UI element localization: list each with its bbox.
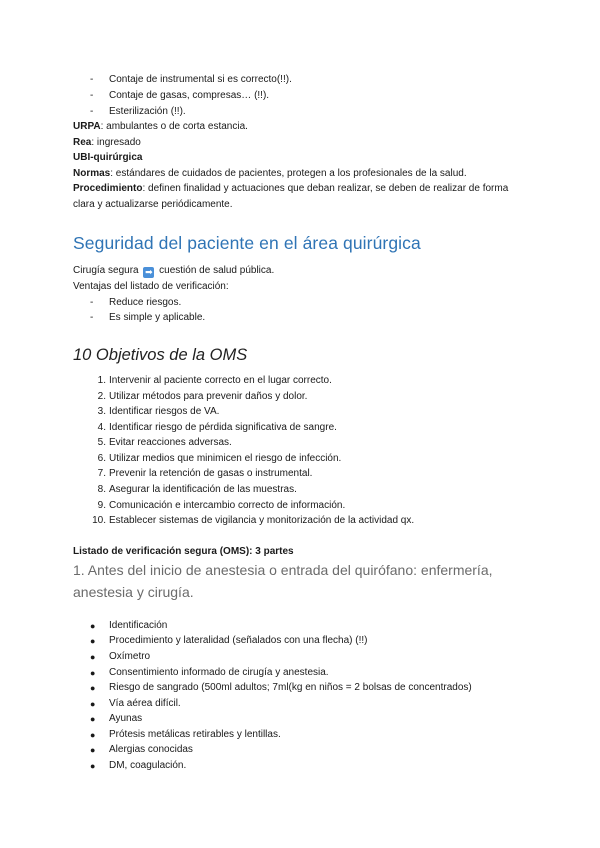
list-item-text: Identificar riesgos de VA. [109,406,220,417]
list-item-text: Comunicación e intercambio correcto de información. [109,500,346,511]
definition-term: URPA [73,121,101,132]
list-item-text: Utilizar métodos para prevenir daños y dolor. [109,391,308,402]
bullet-icon: ● [90,636,96,646]
list-marker: - [90,74,94,85]
right-arrow-icon: ➡ [145,267,153,277]
list-item-text: Contaje de instrumental si es correcto(!!). [109,74,292,85]
list-item-text: Identificación [109,620,168,631]
list-item-text: Establecer sistemas de vigilancia y monitorización de la actividad qx. [109,515,415,526]
list-number: 1. [97,375,106,386]
subheading-line-1: 1. Antes del inicio de anestesia o entrada del quirófano: enfermería, [73,562,493,578]
definition-normas [73,167,467,181]
definition-rea [73,136,141,150]
list-number: 4. [97,422,106,433]
bullet-icon: ● [90,668,96,678]
list-item-text: Procedimiento y lateralidad (señalados con una flecha) (!!) [109,635,368,646]
section-heading-seguridad: Seguridad del paciente en el área quirúrgica [73,233,421,253]
list-item-text: Asegurar la identificación de las muestras. [109,484,297,495]
cirugia-segura-line [73,264,274,278]
list-number: 10. [92,515,106,526]
definition-text: : estándares de cuidados de pacientes, protegen a los profesionales de la salud. [110,168,467,179]
bullet-icon: ● [90,652,96,662]
list-item-text: Vía aérea difícil. [109,698,181,709]
list-item-text: Riesgo de sangrado (500ml adultos; 7ml(kg en niños = 2 bolsas de concentrados) [109,682,472,693]
list-number: 3. [97,406,106,417]
list-item-text: Prevenir la retención de gasas o instrumental. [109,468,313,479]
list-item-text: Esterilización (!!). [109,106,186,117]
list-item-text: Es simple y aplicable. [109,312,206,323]
list-number: 9. [97,500,106,511]
section-heading-objetivos: 10 Objetivos de la OMS [73,346,248,364]
definition-ubi [73,151,142,165]
list-item-text: Contaje de gasas, compresas… (!!). [109,90,270,101]
bullet-icon: ● [90,761,96,771]
list-marker: - [90,297,94,308]
bullet-icon: ● [90,621,96,631]
bullet-icon: ● [90,730,96,740]
definition-text: : ambulantes o de corta estancia. [100,121,248,132]
cirugia-segura-label: Cirugía segura [73,265,139,276]
list-item-text: Consentimiento informado de cirugía y anestesia. [109,667,329,678]
definition-term: Procedimiento [73,183,143,194]
list-item-text: Prótesis metálicas retirables y lentillas. [109,729,281,740]
list-item-text: DM, coagulación. [109,760,187,771]
list-number: 6. [97,453,106,464]
list-number: 7. [97,468,106,479]
definition-text: : ingresado [91,137,141,148]
definition-text: : definen finalidad y actuaciones que deban realizar, se deben de realizar de forma [142,183,509,194]
definition-continuation: clara y actualizarse periódicamente. [73,199,233,210]
list-item-text: Intervenir al paciente correcto en el lugar correcto. [109,375,332,386]
list-item-text: Alergias conocidas [109,744,193,755]
list-item-text: Reduce riesgos. [109,297,182,308]
definition-procedimiento [73,182,508,196]
ventajas-label: Ventajas del listado de verificación: [73,281,229,292]
cirugia-segura-desc: cuestión de salud pública. [159,265,275,276]
list-item-text: Oxímetro [109,651,151,662]
list-item-text: Evitar reacciones adversas. [109,437,232,448]
list-number: 5. [97,437,106,448]
definition-term: Normas [73,168,111,179]
list-marker: - [90,90,94,101]
list-item-text: Utilizar medios que minimicen el riesgo de infección. [109,453,342,464]
definition-term: Rea [73,137,92,148]
definition-term: UBI-quirúrgica [73,152,143,163]
listado-label: Listado de verificación segura (OMS): 3 partes [73,546,294,557]
subheading-line-2: anestesia y cirugía. [73,584,194,600]
list-marker: - [90,312,94,323]
list-item-text: Ayunas [109,713,143,724]
list-number: 2. [97,391,106,402]
bullet-icon: ● [90,683,96,693]
list-marker: - [90,106,94,117]
bullet-icon: ● [90,714,96,724]
list-number: 8. [97,484,106,495]
definition-urpa [73,120,248,134]
bullet-icon: ● [90,745,96,755]
bullet-icon: ● [90,699,96,709]
list-item-text: Identificar riesgo de pérdida significativa de sangre. [109,422,337,433]
